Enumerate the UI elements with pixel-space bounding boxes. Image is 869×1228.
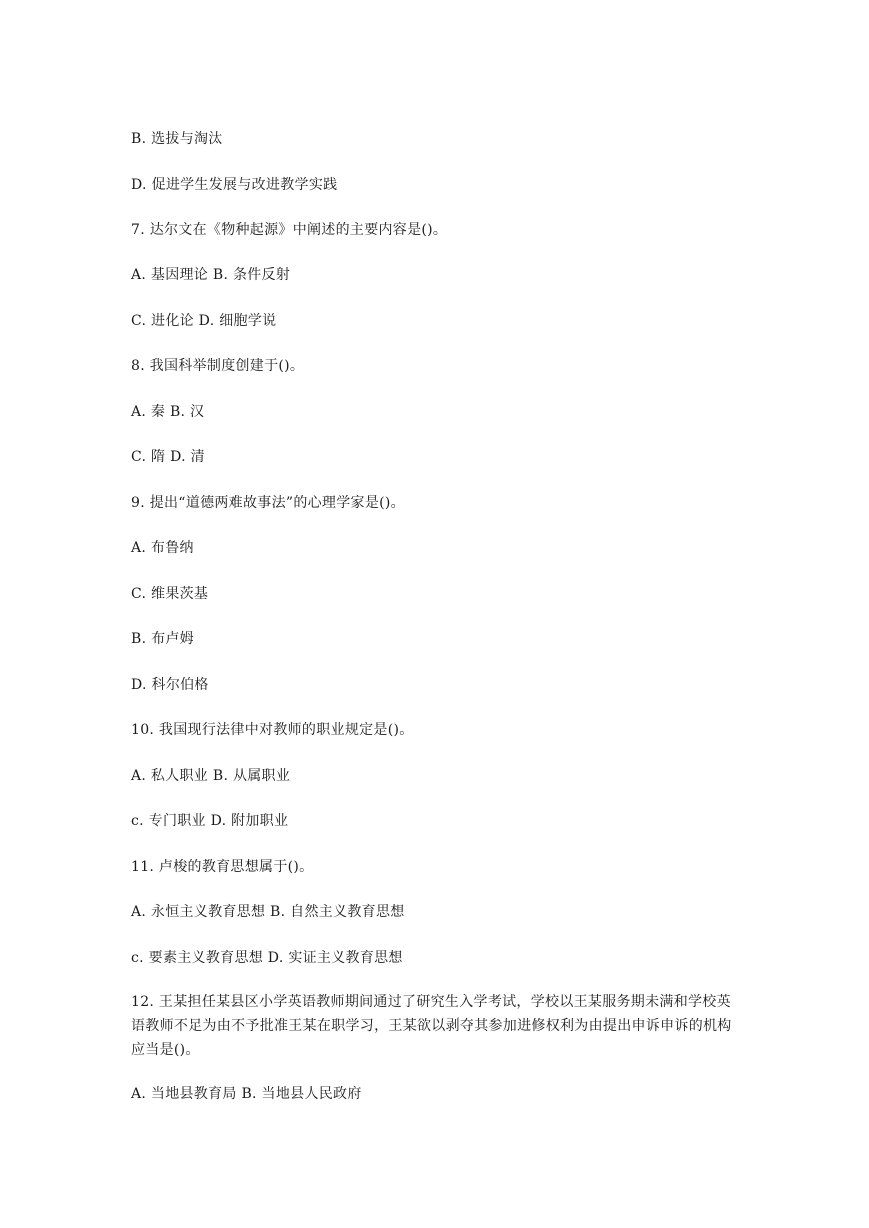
question-11-options-ab: A. 永恒主义教育思想 B. 自然主义教育思想 <box>131 904 405 920</box>
question-8-options-ab: A. 秦 B. 汉 <box>131 404 205 420</box>
question-11: 11. 卢梭的教育思想属于()。 <box>131 859 314 875</box>
question-9-option-a: A. 布鲁纳 <box>131 540 194 556</box>
question-10-options-ab: A. 私人职业 B. 从属职业 <box>131 768 291 784</box>
question-12: 12. 王某担任某县区小学英语教师期间通过了研究生入学考试，学校以王某服务期未满和学校英语教师不足为由不予批准王某在职学习，王某欲以剥夺其参加进修权利为由提出申诉申诉的机构应当是()。 <box>131 994 732 1058</box>
question-11-options-cd: c. 要素主义教育思想 D. 实证主义教育思想 <box>131 950 403 966</box>
question-7-options-ab: A. 基因理论 B. 条件反射 <box>131 267 291 283</box>
question-10-options-cd: c. 专门职业 D. 附加职业 <box>131 813 289 829</box>
question-8: 8. 我国科举制度创建于()。 <box>131 358 305 374</box>
question-7-options-cd: C. 进化论 D. 细胞学说 <box>131 313 277 329</box>
option-d-promote-development: D. 促进学生发展与改进教学实践 <box>131 177 338 193</box>
question-9-option-d: D. 科尔伯格 <box>131 677 209 693</box>
question-12-options-ab: A. 当地县教育局 B. 当地县人民政府 <box>131 1086 362 1102</box>
question-9: 9. 提出“道德两难故事法”的心理学家是()。 <box>131 495 405 511</box>
question-10: 10. 我国现行法律中对教师的职业规定是()。 <box>131 722 414 738</box>
question-9-option-c: C. 维果茨基 <box>131 586 209 602</box>
question-9-option-b: B. 布卢姆 <box>131 631 194 647</box>
question-7: 7. 达尔文在《物种起源》中阐述的主要内容是()。 <box>131 222 448 238</box>
option-b-selection-elimination: B. 选拔与淘汰 <box>131 131 223 147</box>
question-8-options-cd: C. 隋 D. 清 <box>131 449 205 465</box>
